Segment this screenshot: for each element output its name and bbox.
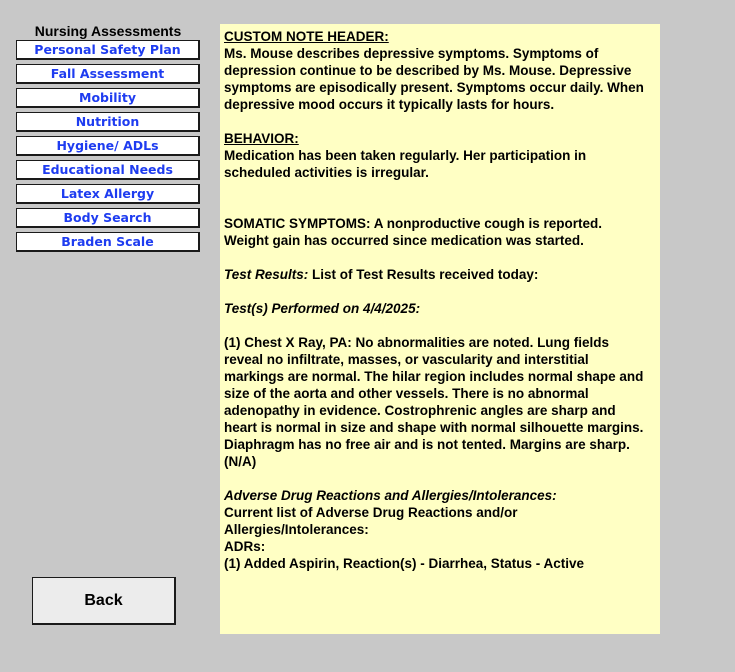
sidebar-title: Nursing Assessments [34,23,182,39]
test-results-label: Test Results: [224,267,309,282]
nutrition-button[interactable]: Nutrition [16,112,200,132]
fall-assessment-button[interactable]: Fall Assessment [16,64,200,84]
somatic-symptoms-text: SOMATIC SYMPTOMS: A nonproductive cough is reported. Weight gain has occurred since medication was started. [224,216,603,248]
chest-xray-result: (1) Chest X Ray, PA: No abnormalities are noted. Lung fields reveal no infiltrate, masses, or vascularity and interstitial markings are normal. The hilar region includes normal shape and size of the aorta and other vessels. There is no abnormal adenopathy in evidence. Costrophrenic angles are sharp and heart is normal in size and shape with normal silhouette margins. Diaphragm has no free air and is not tented. Margins are sharp. (N/A) [224,335,644,469]
note-text-panel[interactable] [220,24,660,634]
assessment-nav-list [16,40,200,252]
custom-note-header-title: CUSTOM NOTE HEADER: [224,29,389,44]
test-results-line [224,266,648,283]
tests-performed-heading: Test(s) Performed on 4/4/2025: [224,301,421,316]
adr-title: Adverse Drug Reactions and Allergies/Intolerances: [224,488,557,503]
personal-safety-plan-button[interactable]: Personal Safety Plan [16,40,200,60]
back-button[interactable]: Back [32,577,176,625]
behavior-text: Medication has been taken regularly. Her participation in scheduled activities is irregular. [224,148,587,180]
hygiene-adls-button[interactable]: Hygiene/ ADLs [16,136,200,156]
adr-text: Current list of Adverse Drug Reactions and/or Allergies/Intolerances: [224,505,518,537]
braden-scale-button[interactable]: Braden Scale [16,232,200,252]
adrs-label: ADRs: [224,539,266,554]
latex-allergy-button[interactable]: Latex Allergy [16,184,200,204]
educational-needs-button[interactable]: Educational Needs [16,160,200,180]
nursing-assessments-sidebar [16,22,200,256]
body-search-button[interactable]: Body Search [16,208,200,228]
adr-item: (1) Added Aspirin, Reaction(s) - Diarrhea, Status - Active [224,556,585,571]
test-results-text: List of Test Results received today: [308,267,539,282]
custom-note-header-text: Ms. Mouse describes depressive symptoms. Symptoms of depression continue to be described by Ms. Mouse. Depressive symptoms are episodically present. Symptoms occur daily. When depressive mood occurs it typically lasts for hours. [224,46,644,112]
mobility-button[interactable]: Mobility [16,88,200,108]
behavior-title: BEHAVIOR: [224,131,299,146]
note-content [220,24,660,572]
